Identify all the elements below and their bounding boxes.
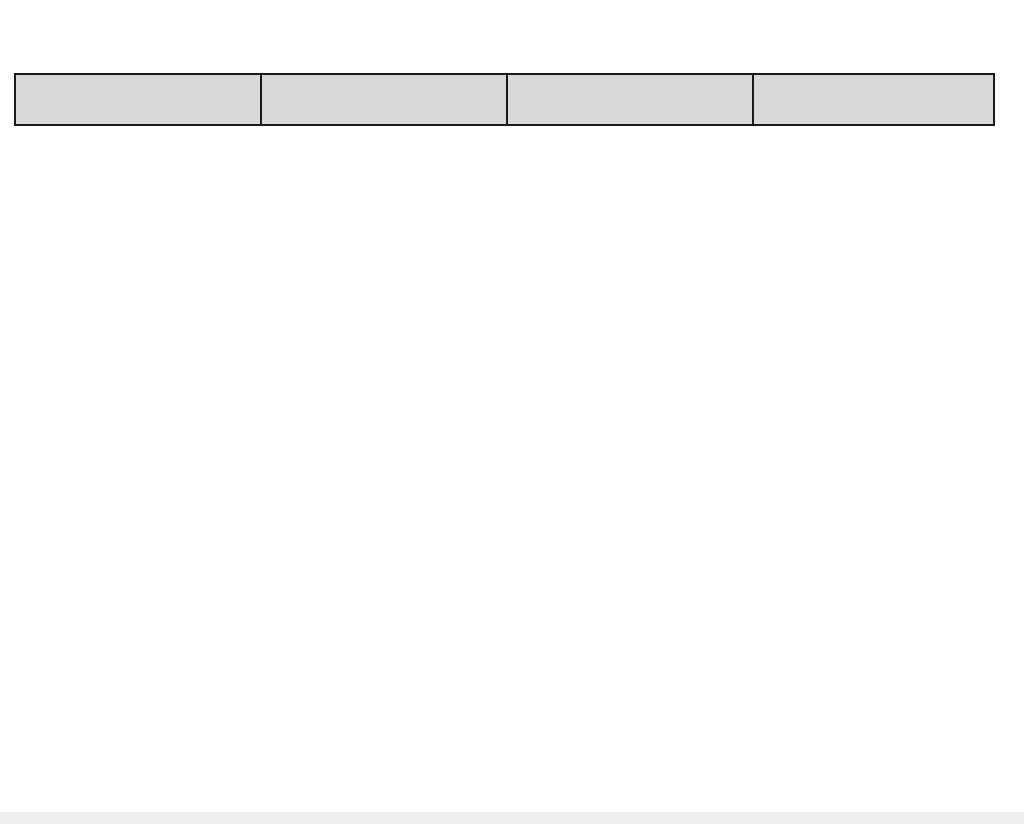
page-edge (0, 812, 1024, 824)
header-consignacoes (261, 74, 507, 125)
header-row (15, 74, 994, 125)
data-table-upper (14, 73, 995, 126)
header-periodo (15, 74, 261, 125)
header-diferenca (753, 74, 994, 125)
header-repasses (507, 74, 753, 125)
